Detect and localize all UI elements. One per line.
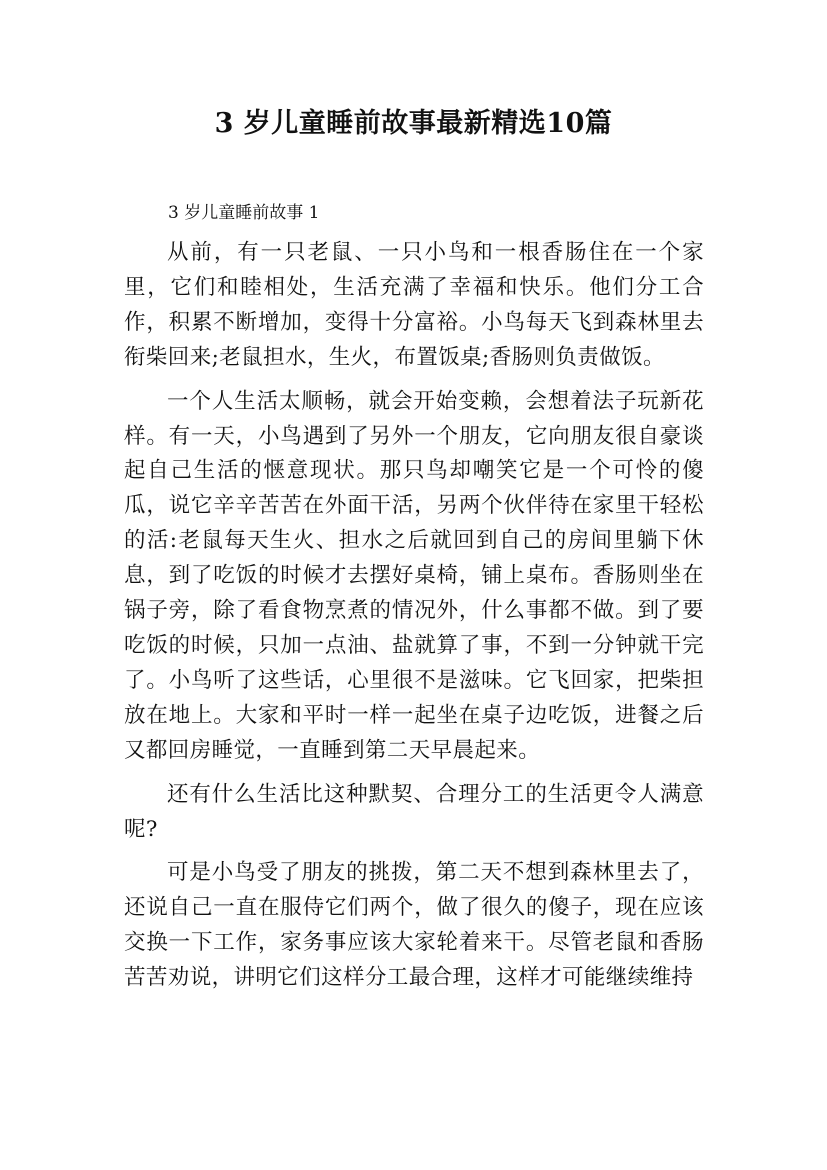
story-heading: 3 岁儿童睡前故事 1 bbox=[168, 203, 320, 223]
paragraph: 一个人生活太顺畅，就会开始变赖，会想着法子玩新花样。有一天，小鸟遇到了另外一个朋友，它向朋友很自豪谈起自己生活的惬意现状。那只鸟却嘲笑它是一个可怜的傻瓜，说它辛辛苦苦在外面干活，另两个伙伴待在家里干轻松的活:老鼠每天生火、担水之后就回到自己的房间里躺下休息，到了吃饭的时候才去摆好桌椅，铺上桌布。香肠则坐在锅子旁，除了看食物烹煮的情况外，什么事都不做。到了要吃饭的时候，只加一点油、盐就算了事，不到一分钟就干完了。小鸟听了这些话，心里很不是滋味。它飞回家，把柴担放在地上。大家和平时一样一起坐在桌子边吃饭，进餐之后又都回房睡觉，一直睡到第二天早晨起来。 bbox=[124, 388, 704, 763]
document-title: 3 岁儿童睡前故事最新精选10篇 bbox=[214, 108, 613, 139]
paragraph: 从前，有一只老鼠、一只小鸟和一根香肠住在一个家里，它们和睦相处，生活充满了幸福和快乐。他们分工合作，积累不断增加，变得十分富裕。小鸟每天飞到森林里去衔柴回来;老鼠担水，生火，布置饭桌;香肠则负责做饭。 bbox=[124, 240, 704, 370]
document-body bbox=[124, 198, 704, 996]
paragraph: 还有什么生活比这种默契、合理分工的生活更令人满意呢? bbox=[124, 781, 704, 842]
paragraph: 可是小鸟受了朋友的挑拨，第二天不想到森林里去了，还说自己一直在服侍它们两个，做了很久的傻子，现在应该交换一下工作，家务事应该大家轮着来干。尽管老鼠和香肠苦苦劝说，讲明它们这样分工最合理，这样才可能继续维持 bbox=[124, 860, 704, 991]
